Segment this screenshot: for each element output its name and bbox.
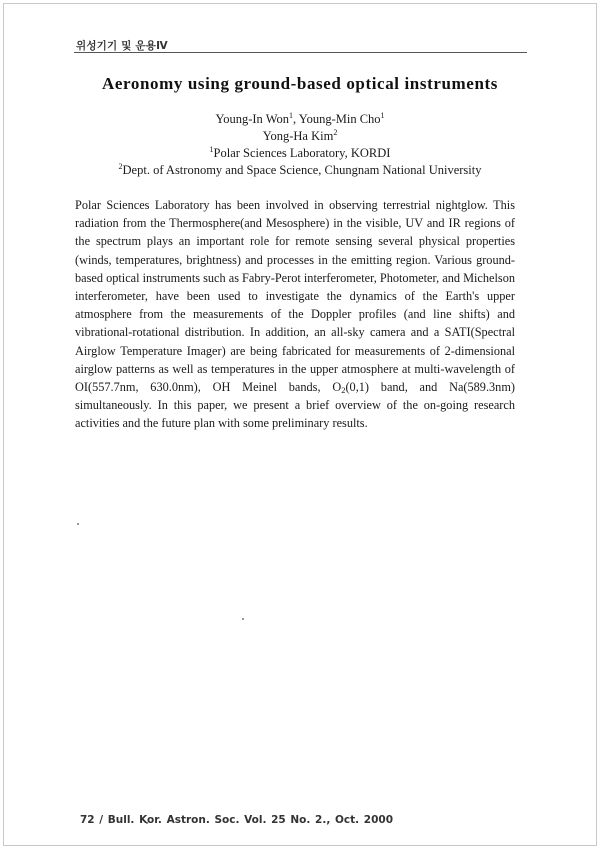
abstract-body [75,196,515,433]
affiliation-text: Polar Sciences Laboratory, KORDI [213,146,391,160]
header-rule [74,52,527,53]
author-separator: , [293,112,299,126]
paper-title: Aeronomy using ground-based optical instruments [102,74,498,93]
affiliation-marker: 2 [333,128,338,137]
author-block [0,111,600,179]
author-line-2 [0,128,600,145]
affiliation-1 [0,145,600,162]
affiliation-2 [0,162,600,179]
affiliation-marker: 2 [118,162,123,171]
affiliation-marker: 1 [380,111,385,120]
abstract-text: Polar Sciences Laboratory has been involved in observing terrestrial nightglow. This radiation from the Thermosphere(and Mesosphere) in the visible, UV and IR regions of the spectrum plays an important role for remote sensing several physical properties (winds, temperatures, brightness) and processes in the emitting region. Various ground-based optical instruments such as Fabry-Perot interferometer, Photometer, and Michelson interferometer, have been used to investigate the dynamics of the Earth's upper atmosphere from the measurements of the Doppler profiles (and line shifts) and vibrational-rotational distribution. In addition, an all-sky camera and a SATI(Spectral Airglow Temperature Imager) are being fabricated for measurements of 2-dimensional airglow patterns as well as temperatures in the upper atmosphere at multi-wavelength of OI(557.7nm, 630.0nm), OH Meinel bands, O [75,198,515,395]
author-line-1 [0,111,600,128]
running-head: 위성기기 및 운용Ⅳ [76,40,168,52]
scan-speck [242,618,244,620]
author-name: Young-Min Cho [298,112,381,126]
affiliation-marker: 1 [209,145,214,154]
affiliation-text: Dept. of Astronomy and Space Science, Chungnam National University [122,163,482,177]
page-footer: 72 / Bull. Kor. Astron. Soc. Vol. 25 No. 2., Oct. 2000 [80,814,394,826]
author-name: Yong-Ha Kim [262,129,334,143]
scan-speck [77,523,79,525]
author-name: Young-In Won [215,112,289,126]
abstract-text-cont: (0,1) band, and Na(589.3nm) simultaneously. In this paper, we present a brief overview of the on-going research activities and the future plan with some preliminary results. [75,380,515,431]
o2-subscript: 2 [341,385,346,396]
affiliation-marker: 1 [289,111,293,120]
